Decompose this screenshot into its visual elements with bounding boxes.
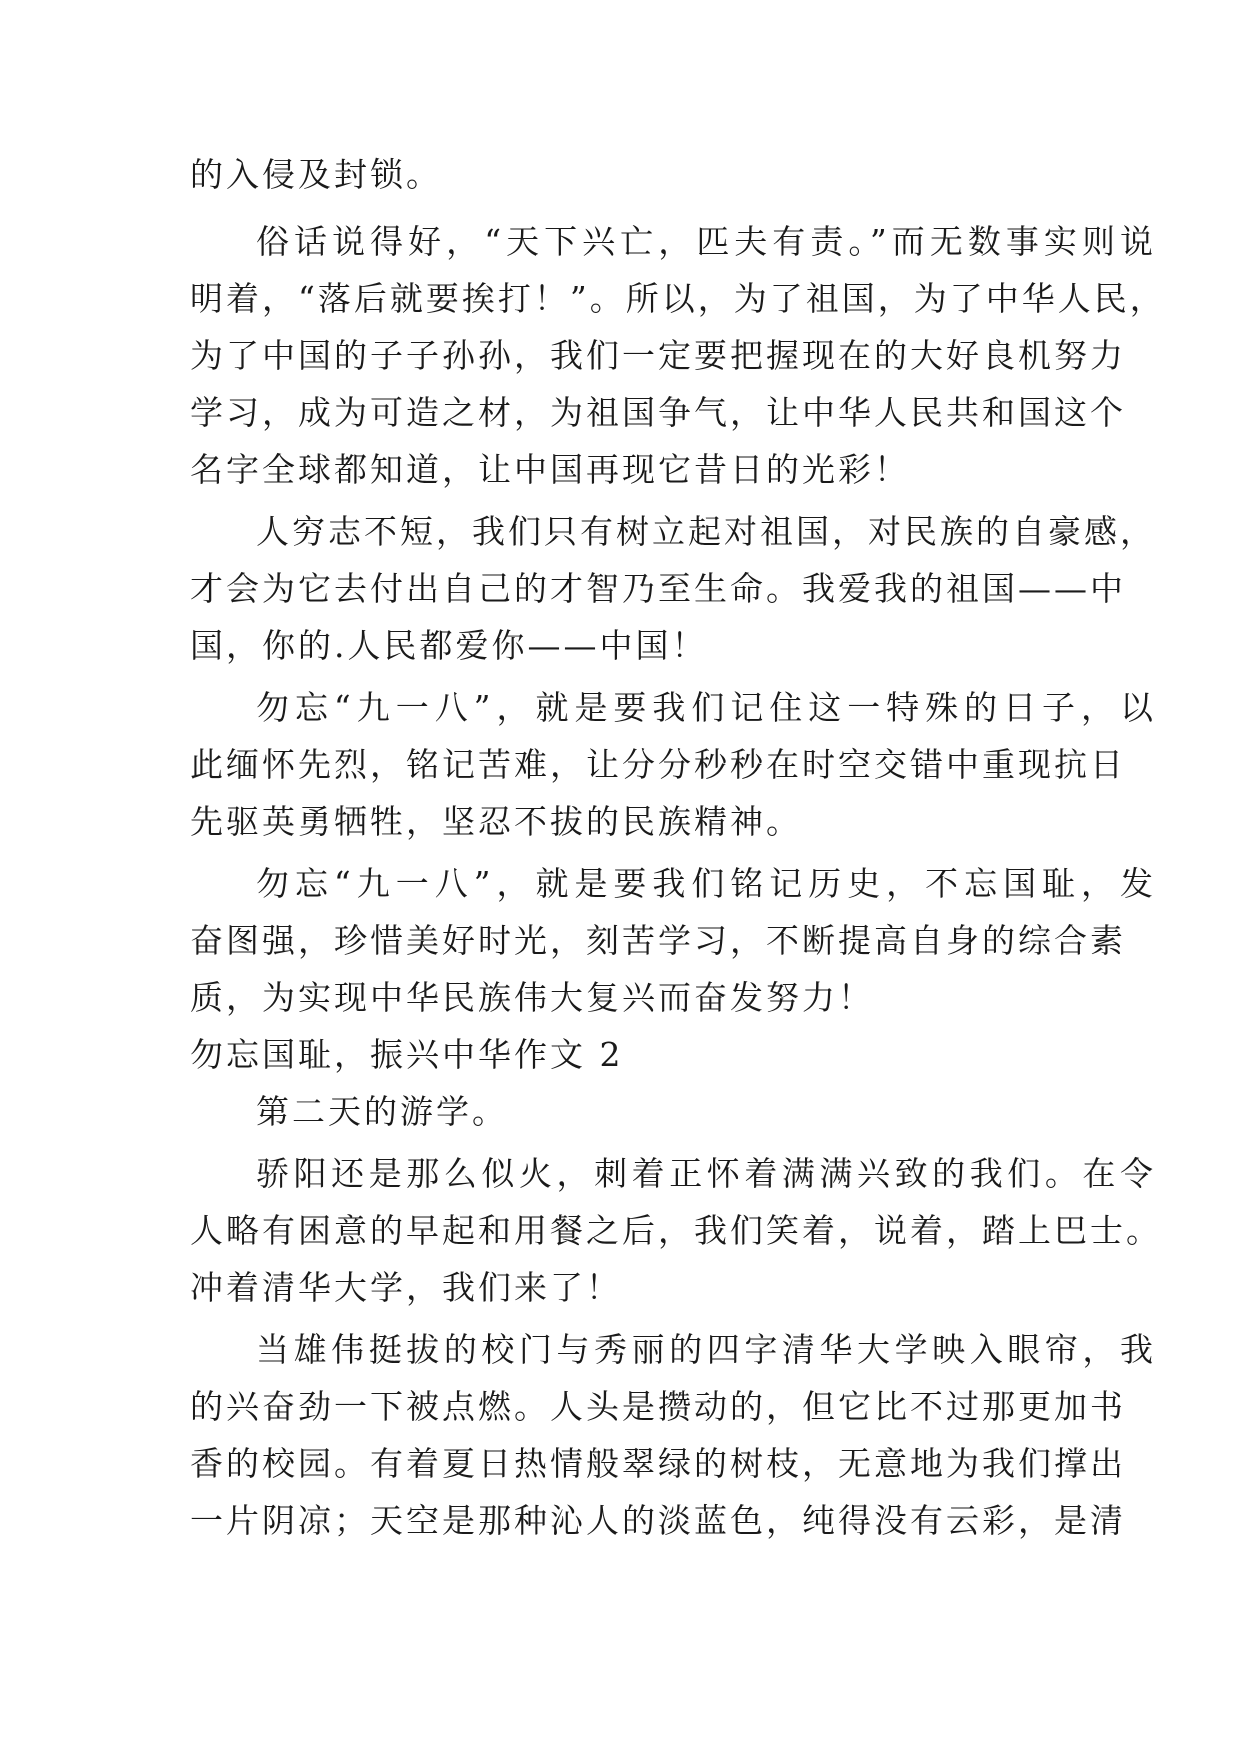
text-line: 国，你的.人民都爱你——中国！ <box>190 626 708 665</box>
text-line: 此缅怀先烈，铭记苦难，让分分秒秒在时空交错中重现抗日 <box>190 745 1126 784</box>
text-line: 质，为实现中华民族伟大复兴而奋发努力！ <box>190 978 874 1017</box>
text-line: 人穷志不短，我们只有树立起对祖国，对民族的自豪感， <box>256 512 1156 551</box>
text-line: 冲着清华大学，我们来了！ <box>190 1268 622 1307</box>
text-line: 当雄伟挺拔的校门与秀丽的四字清华大学映入眼帘，我 <box>256 1330 1156 1369</box>
text-line: 一片阴凉；天空是那种沁人的淡蓝色，纯得没有云彩，是清 <box>190 1501 1126 1540</box>
text-line: 第二天的游学。 <box>256 1092 508 1131</box>
text-line: 的兴奋劲一下被点燃。人头是攒动的，但它比不过那更加书 <box>190 1387 1126 1426</box>
text-line: 奋图强，珍惜美好时光，刻苦学习，不断提高自身的综合素 <box>190 921 1126 960</box>
text-line: 勿忘“九一八”，就是要我们铭记历史，不忘国耻，发 <box>256 864 1156 903</box>
text-line: 人略有困意的早起和用餐之后，我们笑着，说着，踏上巴士。 <box>190 1211 1162 1250</box>
text-line: 的入侵及封锁。 <box>190 155 442 194</box>
text-line: 俗话说得好，“天下兴亡，匹夫有责。”而无数事实则说 <box>256 222 1156 261</box>
text-line: 为了中国的子子孙孙，我们一定要把握现在的大好良机努力 <box>190 336 1126 375</box>
section-heading: 勿忘国耻，振兴中华作文 2 <box>190 1035 624 1074</box>
text-line: 名字全球都知道，让中国再现它昔日的光彩！ <box>190 450 910 489</box>
text-line: 才会为它去付出自己的才智乃至生命。我爱我的祖国——中 <box>190 569 1126 608</box>
text-line: 学习，成为可造之材，为祖国争气，让中华人民共和国这个 <box>190 393 1126 432</box>
text-line: 骄阳还是那么似火，刺着正怀着满满兴致的我们。在令 <box>256 1154 1156 1193</box>
text-line: 勿忘“九一八”，就是要我们记住这一特殊的日子，以 <box>256 688 1156 727</box>
text-line: 先驱英勇牺牲，坚忍不拔的民族精神。 <box>190 802 802 841</box>
text-line: 香的校园。有着夏日热情般翠绿的树枝，无意地为我们撑出 <box>190 1444 1126 1483</box>
text-line: 明着，“落后就要挨打！”。所以，为了祖国，为了中华人民， <box>190 279 1166 318</box>
